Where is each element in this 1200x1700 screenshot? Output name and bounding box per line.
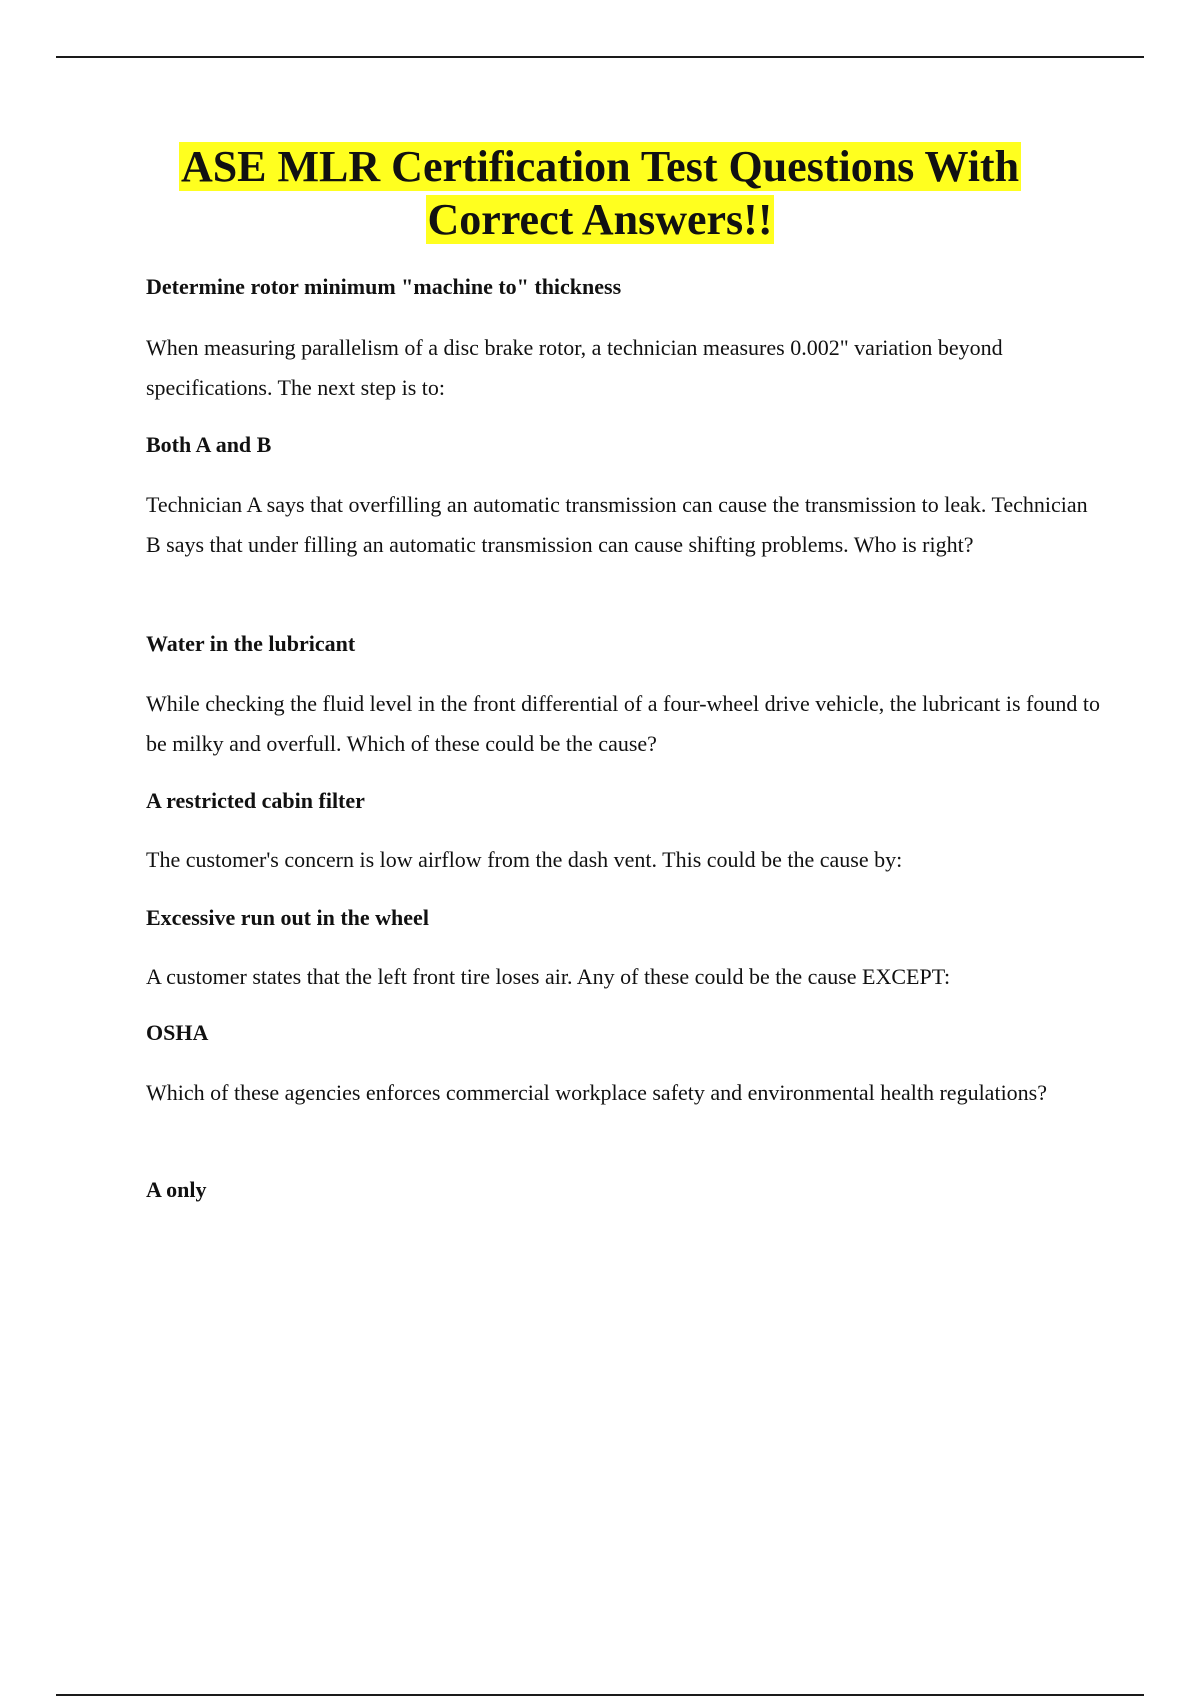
header-rule <box>56 56 1144 58</box>
answer-text: Excessive run out in the wheel <box>146 905 429 930</box>
question-text: The customer's concern is low airflow from the dash vent. This could be the cause by: <box>146 847 903 872</box>
document-title-line-2: Correct Answers!! <box>427 195 773 244</box>
answer-text: A only <box>146 1177 207 1202</box>
answer-text: Water in the lubricant <box>146 631 356 656</box>
answer-text: Both A and B <box>146 432 272 457</box>
answer-text: A restricted cabin filter <box>146 788 365 813</box>
question-text: Technician A says that overfilling an automatic transmission can cause the transmission to leak. Technician B says that under filling an automatic transmission can cause shifting problems. Who is right? <box>146 492 1088 557</box>
question-text: While checking the fluid level in the front differential of a four-wheel drive vehicle, the lubricant is found to be milky and overfull. Which of these could be the cause? <box>146 691 1100 756</box>
footer-rule <box>56 1694 1144 1696</box>
answer-text: Determine rotor minimum "machine to" thickness <box>146 274 622 299</box>
question-text: Which of these agencies enforces commercial workplace safety and environmental health regulations? <box>146 1080 1048 1105</box>
question-text: A customer states that the left front tire loses air. Any of these could be the cause EXCEPT: <box>146 964 951 989</box>
question-text: When measuring parallelism of a disc brake rotor, a technician measures 0.002" variation beyond specifications. The next step is to: <box>146 335 1003 400</box>
document-title <box>120 140 1080 246</box>
answer-text: OSHA <box>146 1020 209 1045</box>
document-title-line-1: ASE MLR Certification Test Questions With <box>180 142 1020 191</box>
